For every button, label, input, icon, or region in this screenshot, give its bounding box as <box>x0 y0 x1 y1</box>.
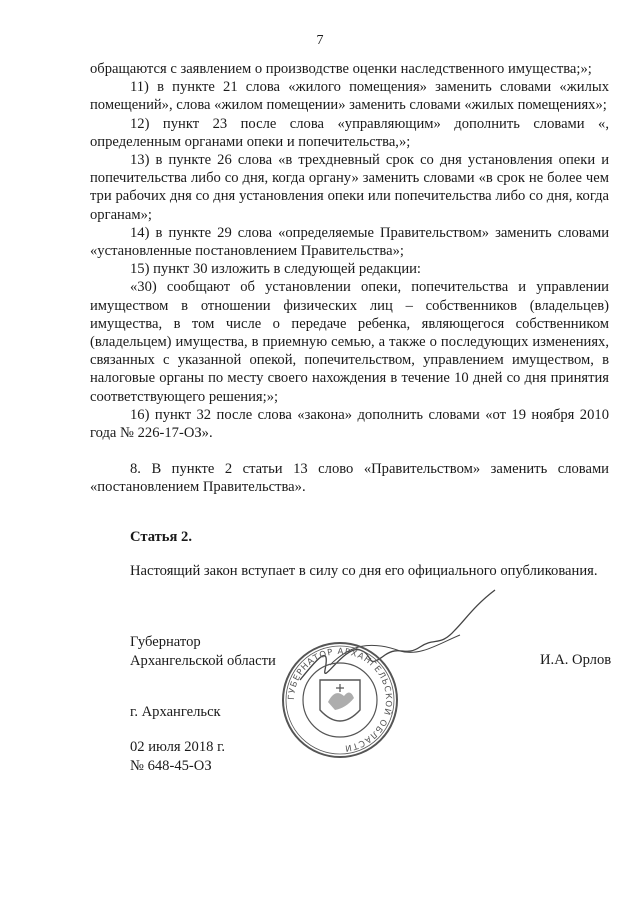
paragraph: 8. В пункте 2 статьи 13 слово «Правительством» заменить словами «постановлением Правительства». <box>90 461 609 496</box>
document-date: 02 июля 2018 г. <box>130 739 226 755</box>
paragraph: 12) пункт 23 после слова «управляющим» дополнить словами «, определенным органами опеки и попечительства,»; <box>90 115 609 150</box>
official-seal <box>280 640 400 760</box>
date-block <box>130 738 225 776</box>
paragraph: 11) в пункте 21 слова «жилого помещения» заменить словами «жилых помещений», слова «жилом помещении» заменить словами «жилых помещениях»; <box>90 79 609 114</box>
paragraph: Настоящий закон вступает в силу со дня его официального опубликования. <box>130 563 598 579</box>
paragraph: 15) пункт 30 изложить в следующей редакции: <box>130 261 421 278</box>
signatory-title: Губернатор Архангельской области <box>130 634 276 669</box>
paragraph: 13) в пункте 26 слова «в трехдневный срок со дня установления опеки и попечительства либо со дня, когда органу» заменить словами «в срок не более чем три рабочих дня со дня установления опеки или попечительства либо со дня, когда органам»; <box>90 152 609 223</box>
paragraph: обращаются с заявлением о производстве оценки наследственного имущества;»; <box>90 61 592 77</box>
document-body <box>90 60 609 497</box>
paragraph: 14) в пункте 29 слова «определяемые Правительством» заменить словами «установленные постановлением Правительства»; <box>90 224 609 260</box>
signatory-name: И.А. Орлов <box>540 652 612 668</box>
place: г. Архангельск <box>130 704 221 720</box>
page-number: 7 <box>316 33 324 48</box>
document-number: № 648-45-ОЗ <box>130 758 212 774</box>
seal-text: ГУБЕРНАТОР АРХАНГЕЛЬСКОЙ ОБЛАСТИ <box>286 646 394 753</box>
paragraph: 16) пункт 32 после слова «закона» дополнить словами «от 19 ноября 2010 года № 226-17-ОЗ». <box>90 406 609 442</box>
article-body <box>90 562 609 580</box>
article-title: Статья 2. <box>130 529 192 545</box>
paragraph: «30) сообщают об установлении опеки, попечительства и управлении имуществом в отношении физических лиц – собственников (владельцев) имущества, в том числе о передаче ребенка, являющегося собственником (владельцем) имущества, в приемную семью, а также о последующих изменениях, связанных с указанной опекой, попечительством, управлением имуществом, в налоговые органы по месту своего нахождения в течение 10 дней со дня принятия соответствующего решения;»; <box>90 279 609 405</box>
